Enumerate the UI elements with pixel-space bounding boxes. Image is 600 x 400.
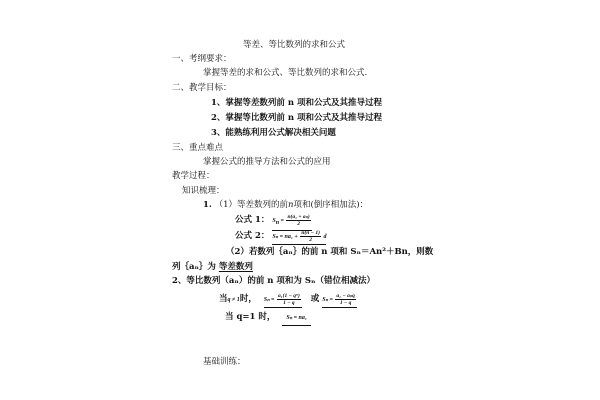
item-1-prefix: 1. bbox=[203, 200, 212, 210]
formula-2-fraction: $\frac{n(n - 1)}{2}$ bbox=[301, 230, 320, 243]
case-1-time: 时， bbox=[239, 293, 257, 304]
objective-item-1: 1、掌握等差数列前 n 项和公式及其推导过程 bbox=[211, 98, 383, 108]
case-2-label: 当 q=1 时， bbox=[225, 312, 276, 322]
formula-1-fraction: $\frac{\text{n(a₁ + aₙ)}}{2}$ bbox=[287, 214, 310, 227]
item-1-2-text: （2）若数列｛aₙ｝的前 n 项和 Sₙ＝An²＋Bn，则数 bbox=[226, 247, 434, 257]
formula-1-label: 公式 1： bbox=[235, 214, 270, 225]
formula-1-row bbox=[235, 214, 312, 231]
item-1-n: n bbox=[288, 200, 294, 210]
item-1-2-cont-row bbox=[172, 262, 253, 273]
formula-2: Sₙ = na₁ + $\frac{n(n - 1)}{2}$ d bbox=[272, 230, 327, 243]
item-1-line bbox=[203, 200, 368, 211]
item-1-2-answer: 等差数列 bbox=[218, 262, 253, 272]
case-1-condition: q ≠ 1 bbox=[227, 296, 240, 303]
case-1-or: 或 bbox=[310, 293, 320, 304]
item-2-text: 2、等比数列（aₙ）的前 n 项和为 Sₙ（错位相减法） bbox=[172, 276, 375, 286]
section-3-text: 掌握公式的推导方法和公式的应用 bbox=[203, 157, 331, 167]
knowledge-heading: 知识梳理： bbox=[182, 186, 225, 196]
case-2-formula: Sₙ = na₁ bbox=[282, 313, 311, 326]
case-1-row bbox=[219, 293, 357, 308]
case-1-formula-1-fraction: $\frac{\text{a₁(1 − qⁿ)}}{1 - q}$ bbox=[277, 293, 300, 306]
item-1-suffix: 项和(倒序相加法)： bbox=[293, 200, 369, 210]
process-heading: 教学过程： bbox=[172, 171, 215, 181]
formula-2-label: 公式 2： bbox=[235, 230, 270, 241]
basic-training-heading: 基础训练： bbox=[203, 357, 246, 367]
item-1-text: （1）等差数列的前 bbox=[214, 200, 288, 210]
formula-1: Sn = $\frac{\text{n(a₁ + aₙ)}}{2}$ bbox=[272, 214, 311, 231]
document-title: 等差、等比数列的求和公式 bbox=[243, 40, 346, 50]
case-2-row bbox=[225, 312, 311, 326]
case-1-formula-2: Sₙ = $\frac{\text{a₁ − aₙq}}{1 - q}$ bbox=[322, 293, 355, 306]
section-1-text: 掌握等差的求和公式、等比数列的求和公式. bbox=[203, 68, 368, 78]
case-1-label: 当 bbox=[219, 293, 228, 304]
section-1-heading: 一、考纲要求： bbox=[172, 54, 232, 64]
objective-item-2: 2、掌握等比数列前 n 项和公式及其推导过程 bbox=[211, 113, 383, 123]
objective-item-3: 3、能熟练利用公式解决相关问题 bbox=[211, 128, 336, 138]
case-1-formula-1: Sₙ = $\frac{\text{a₁(1 − qⁿ)}}{1 - q}$ bbox=[263, 293, 300, 306]
item-1-2-cont: 列｛aₙ｝为 bbox=[172, 262, 216, 272]
case-1-formula-2-fraction: $\frac{\text{a₁ − aₙq}}{1 - q}$ bbox=[336, 293, 355, 306]
section-3-heading: 三、重点难点 bbox=[172, 143, 224, 153]
formula-2-row bbox=[235, 230, 326, 245]
section-2-heading: 二、教学目标： bbox=[172, 83, 232, 93]
